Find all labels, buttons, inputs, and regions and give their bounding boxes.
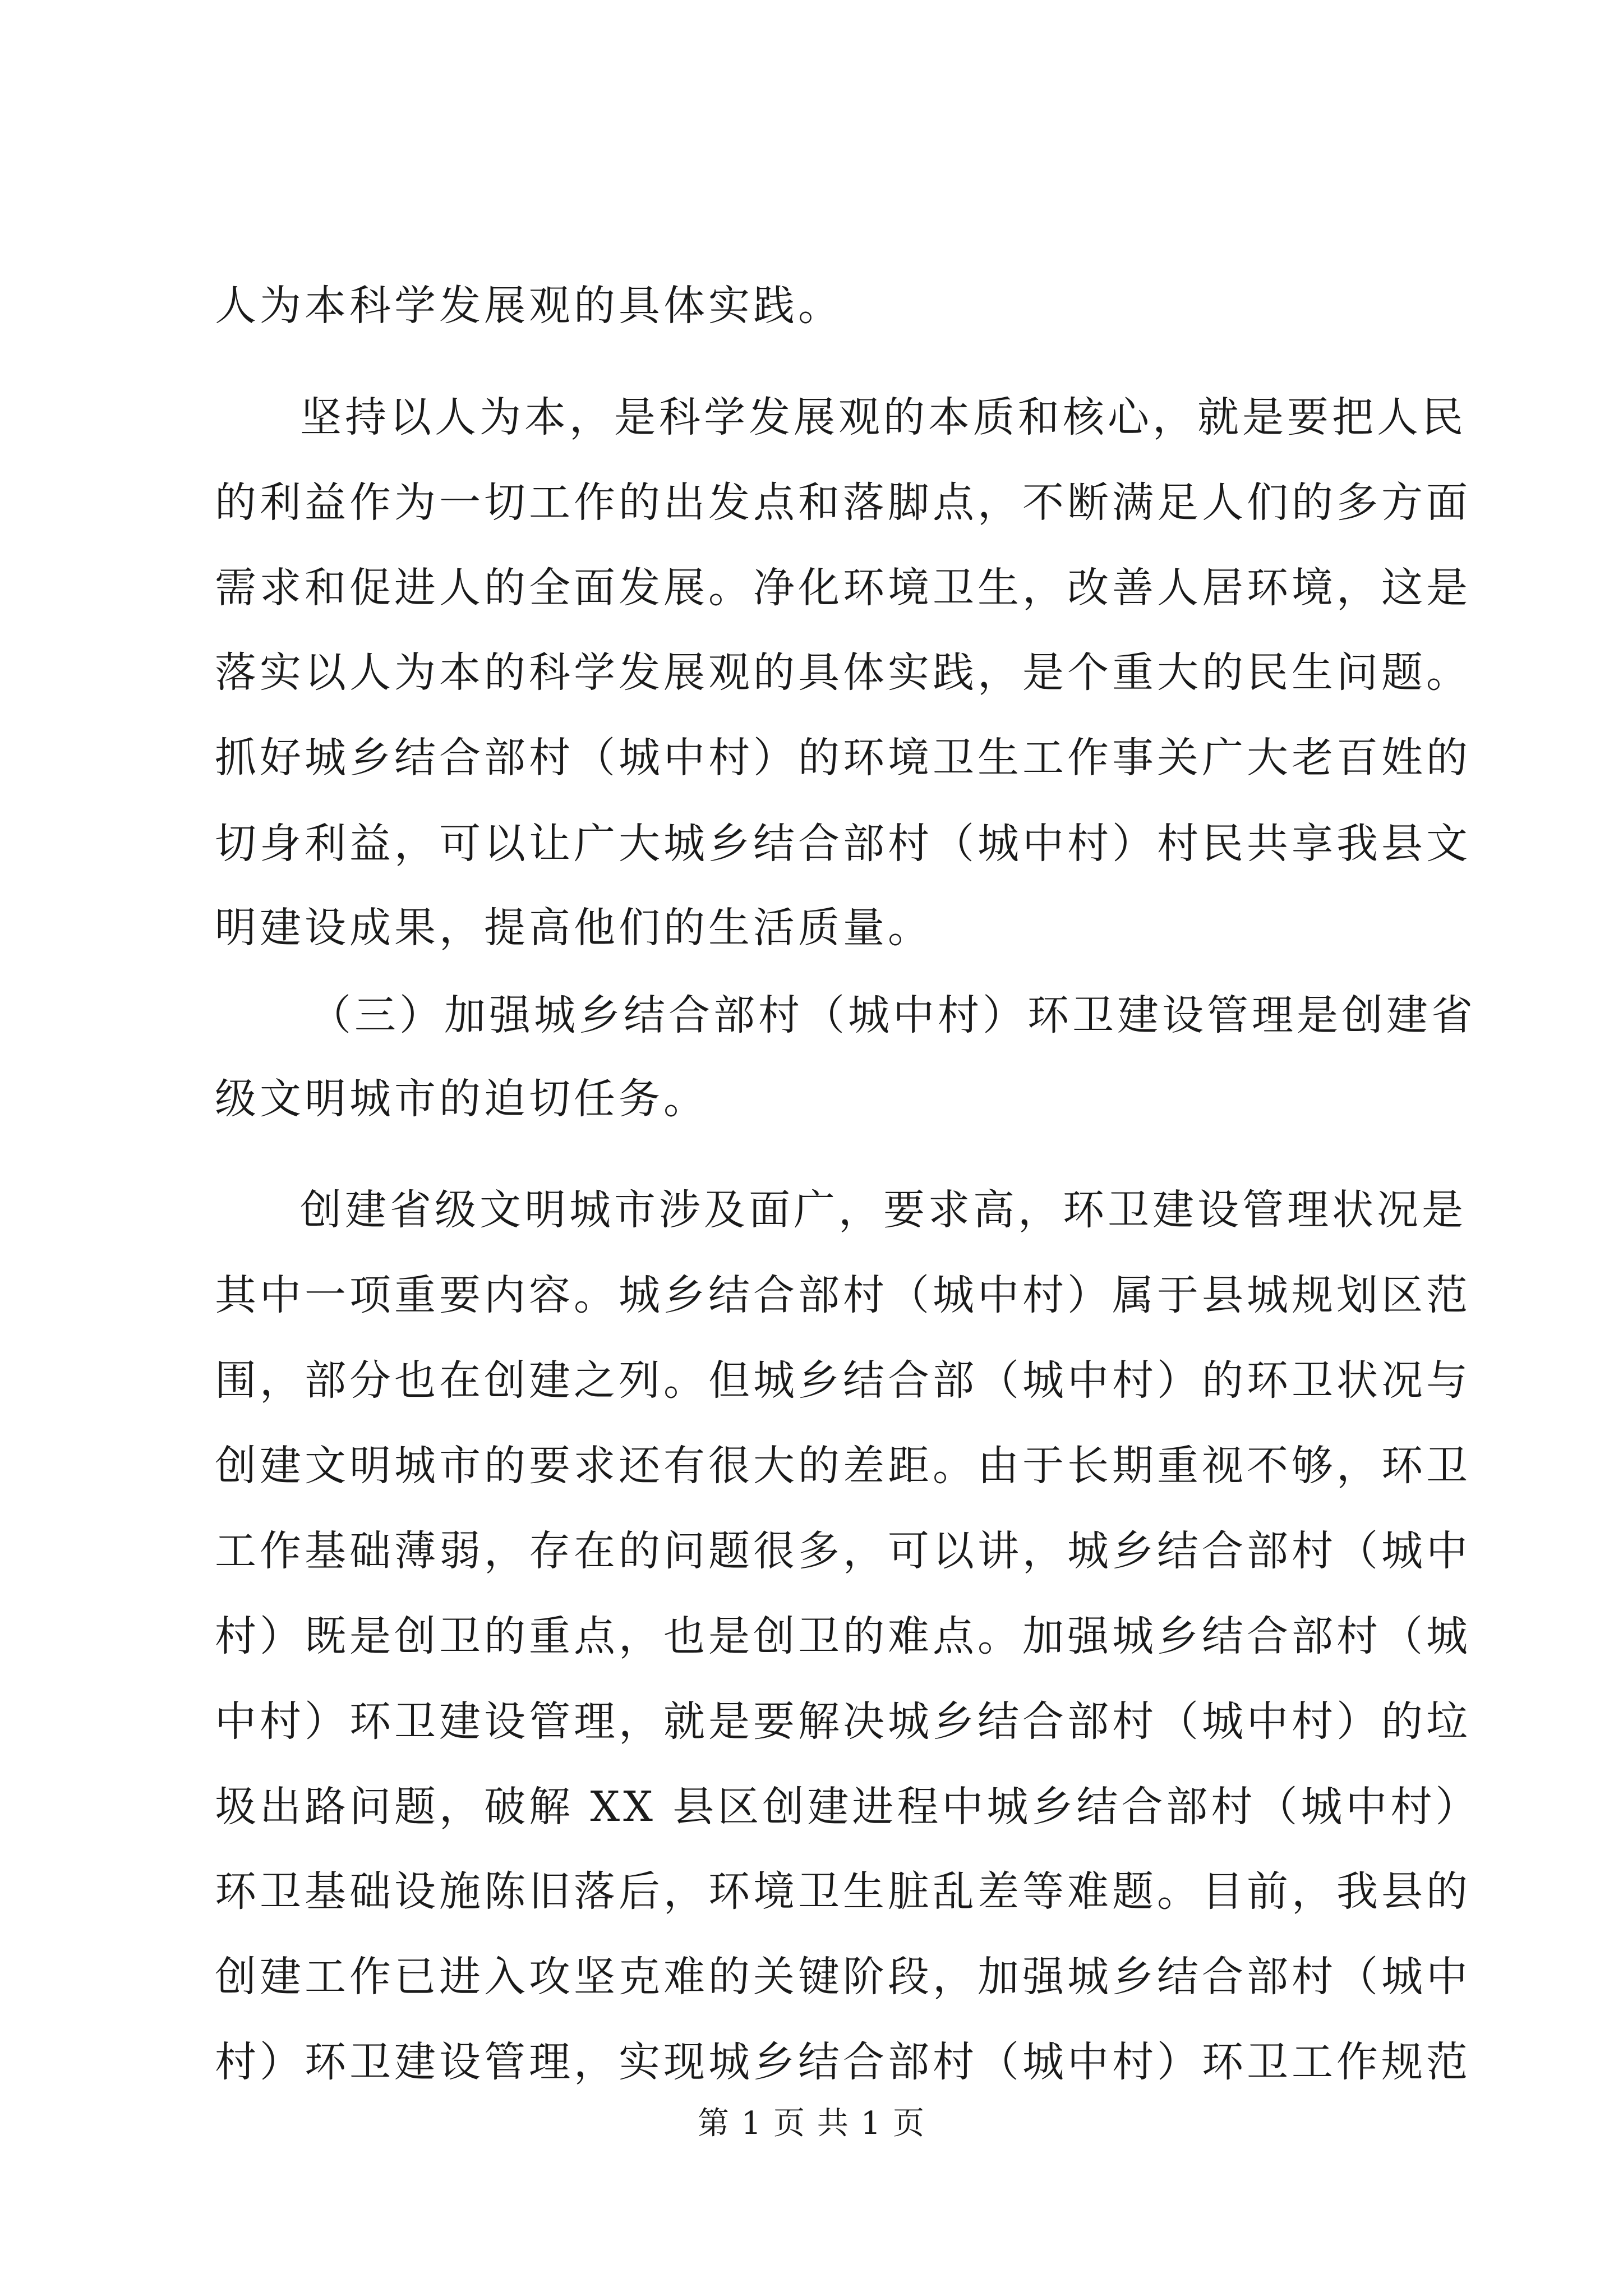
body-line: 切身利益，可以让广大城乡结合部村（城中村）村民共享我县文 [215,820,1471,868]
body-line: 创建省级文明城市涉及面广，要求高，环卫建设管理状况是 [300,1186,1467,1234]
body-line: 其中一项重要内容。城乡结合部村（城中村）属于县城规划区范 [215,1271,1471,1319]
body-line: 创建文明城市的要求还有很大的差距。由于长期重视不够，环卫 [215,1442,1471,1490]
body-line: 需求和促进人的全面发展。净化环境卫生，改善人居环境，这是 [215,564,1471,612]
body-line: 明建设成果，提高他们的生活质量。 [215,904,933,952]
body-line: 抓好城乡结合部村（城中村）的环境卫生工作事关广大老百姓的 [215,734,1471,782]
body-line: 环卫基础设施陈旧落后，环境卫生脏乱差等难题。目前，我县的 [215,1867,1471,1916]
page-footer: 第 1 页 共 1 页 [697,2105,926,2142]
body-line: 的利益作为一切工作的出发点和落脚点，不断满足人们的多方面 [215,478,1471,527]
body-line: 围，部分也在创建之列。但城乡结合部（城中村）的环卫状况与 [215,1356,1471,1405]
section-heading-line: 级文明城市的迫切任务。 [215,1075,708,1123]
body-line: 落实以人为本的科学发展观的具体实践，是个重大的民生问题。 [215,648,1471,697]
body-line: 工作基础薄弱，存在的问题很多，可以讲，城乡结合部村（城中 [215,1527,1471,1575]
body-line: 坚持以人为本，是科学发展观的本质和核心，就是要把人民 [300,393,1467,441]
body-line: 村）既是创卫的重点，也是创卫的难点。加强城乡结合部村（城 [215,1612,1471,1660]
body-line: 中村）环卫建设管理，就是要解决城乡结合部村（城中村）的垃 [215,1697,1471,1746]
body-line: 创建工作已进入攻坚克难的关键阶段，加强城乡结合部村（城中 [215,1953,1471,2001]
section-heading-line: （三）加强城乡结合部村（城中村）环卫建设管理是创建省 [310,991,1476,1039]
body-line: 圾出路问题，破解 XX 县区创建进程中城乡结合部村（城中村） [215,1783,1481,1831]
body-line: 人为本科学发展观的具体实践。 [215,282,843,330]
body-line: 村）环卫建设管理，实现城乡结合部村（城中村）环卫工作规范 [215,2038,1471,2086]
